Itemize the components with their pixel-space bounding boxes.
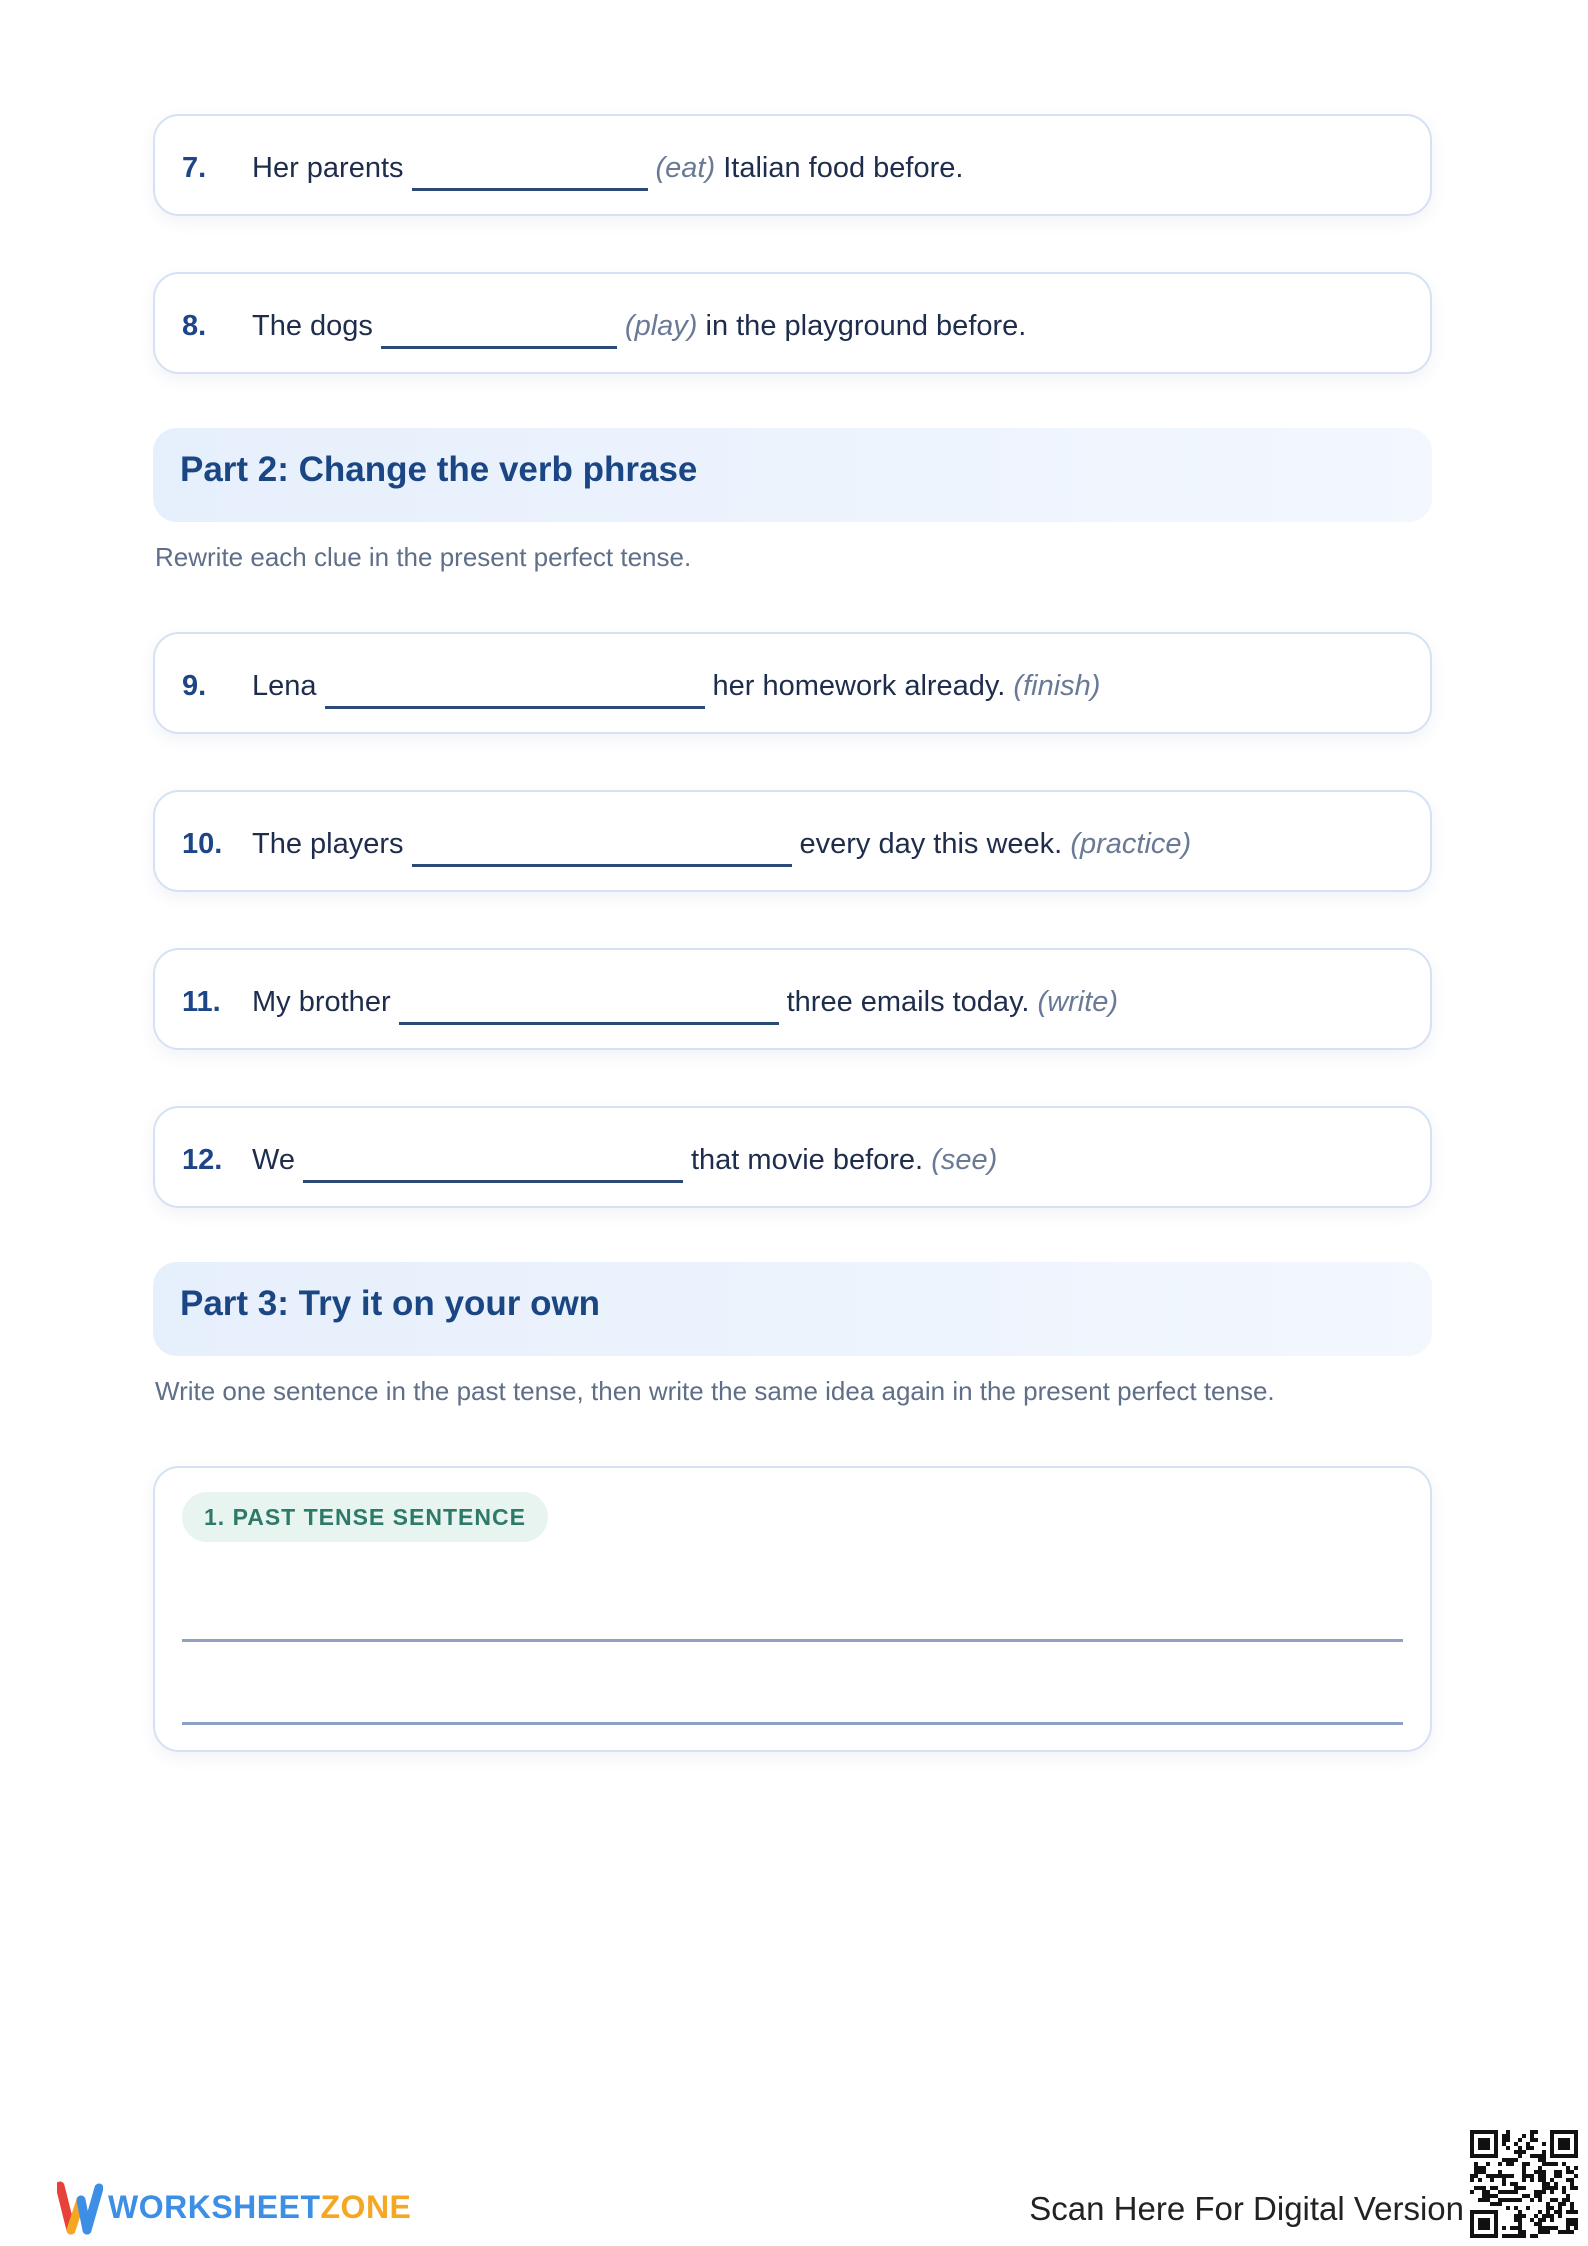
sentence-end: that movie before. <box>690 1144 924 1176</box>
brand-name: WORKSHEETZONE <box>108 2189 412 2225</box>
question-number: 8. <box>182 310 207 342</box>
verb-hint: (play) <box>624 310 698 342</box>
sentence-end: her homework already. <box>712 670 1006 702</box>
question-card-7 <box>153 114 1432 216</box>
answer-blank[interactable] <box>303 1136 683 1183</box>
sentence-end: three emails today. <box>786 986 1030 1018</box>
verb-hint: (write) <box>1037 986 1119 1018</box>
sentence-start: My brother <box>252 986 391 1018</box>
question-number: 12. <box>182 1144 223 1176</box>
question-number: 9. <box>182 670 207 702</box>
writing-box <box>153 1466 1432 1752</box>
question-card-10 <box>153 790 1432 892</box>
question-card-8 <box>153 272 1432 374</box>
answer-blank[interactable] <box>399 978 779 1025</box>
answer-blank[interactable] <box>412 144 648 191</box>
verb-hint: (practice) <box>1070 828 1192 860</box>
sentence-start: Her parents <box>252 152 404 184</box>
sentence-start: The players <box>252 828 404 860</box>
box-label: 1. PAST TENSE SENTENCE <box>182 1492 548 1542</box>
answer-blank[interactable] <box>381 302 617 349</box>
part2-header <box>153 428 1432 522</box>
writing-line[interactable] <box>182 1639 1403 1642</box>
sentence-end: in the playground before. <box>705 310 1027 342</box>
part3-title: Part 3: Try it on your own <box>180 1284 601 1323</box>
answer-blank[interactable] <box>325 662 705 709</box>
verb-hint: (see) <box>931 1144 998 1176</box>
sentence-start: We <box>252 1144 295 1176</box>
writing-line[interactable] <box>182 1722 1403 1725</box>
part3-header <box>153 1262 1432 1356</box>
question-card-9 <box>153 632 1432 734</box>
sentence-end: Italian food before. <box>723 152 964 184</box>
worksheetzone-logo-icon <box>57 2180 103 2236</box>
verb-hint: (eat) <box>655 152 716 184</box>
question-card-11 <box>153 948 1432 1050</box>
answer-blank[interactable] <box>412 820 792 867</box>
scan-text: Scan Here For Digital Version <box>1029 2190 1464 2227</box>
verb-hint: (finish) <box>1013 670 1101 702</box>
sentence-end: every day this week. <box>799 828 1063 860</box>
part2-instruction: Rewrite each clue in the present perfect tense. <box>155 542 692 572</box>
question-card-12 <box>153 1106 1432 1208</box>
part3-instruction: Write one sentence in the past tense, then write the same idea again in the present perfect tense. <box>155 1376 1275 1406</box>
question-number: 11. <box>182 986 221 1018</box>
sentence-start: Lena <box>252 670 317 702</box>
question-number: 7. <box>182 152 207 184</box>
part2-title: Part 2: Change the verb phrase <box>180 450 698 489</box>
sentence-start: The dogs <box>252 310 373 342</box>
qr-code-icon[interactable] <box>1470 2130 1578 2238</box>
question-number: 10. <box>182 828 223 860</box>
